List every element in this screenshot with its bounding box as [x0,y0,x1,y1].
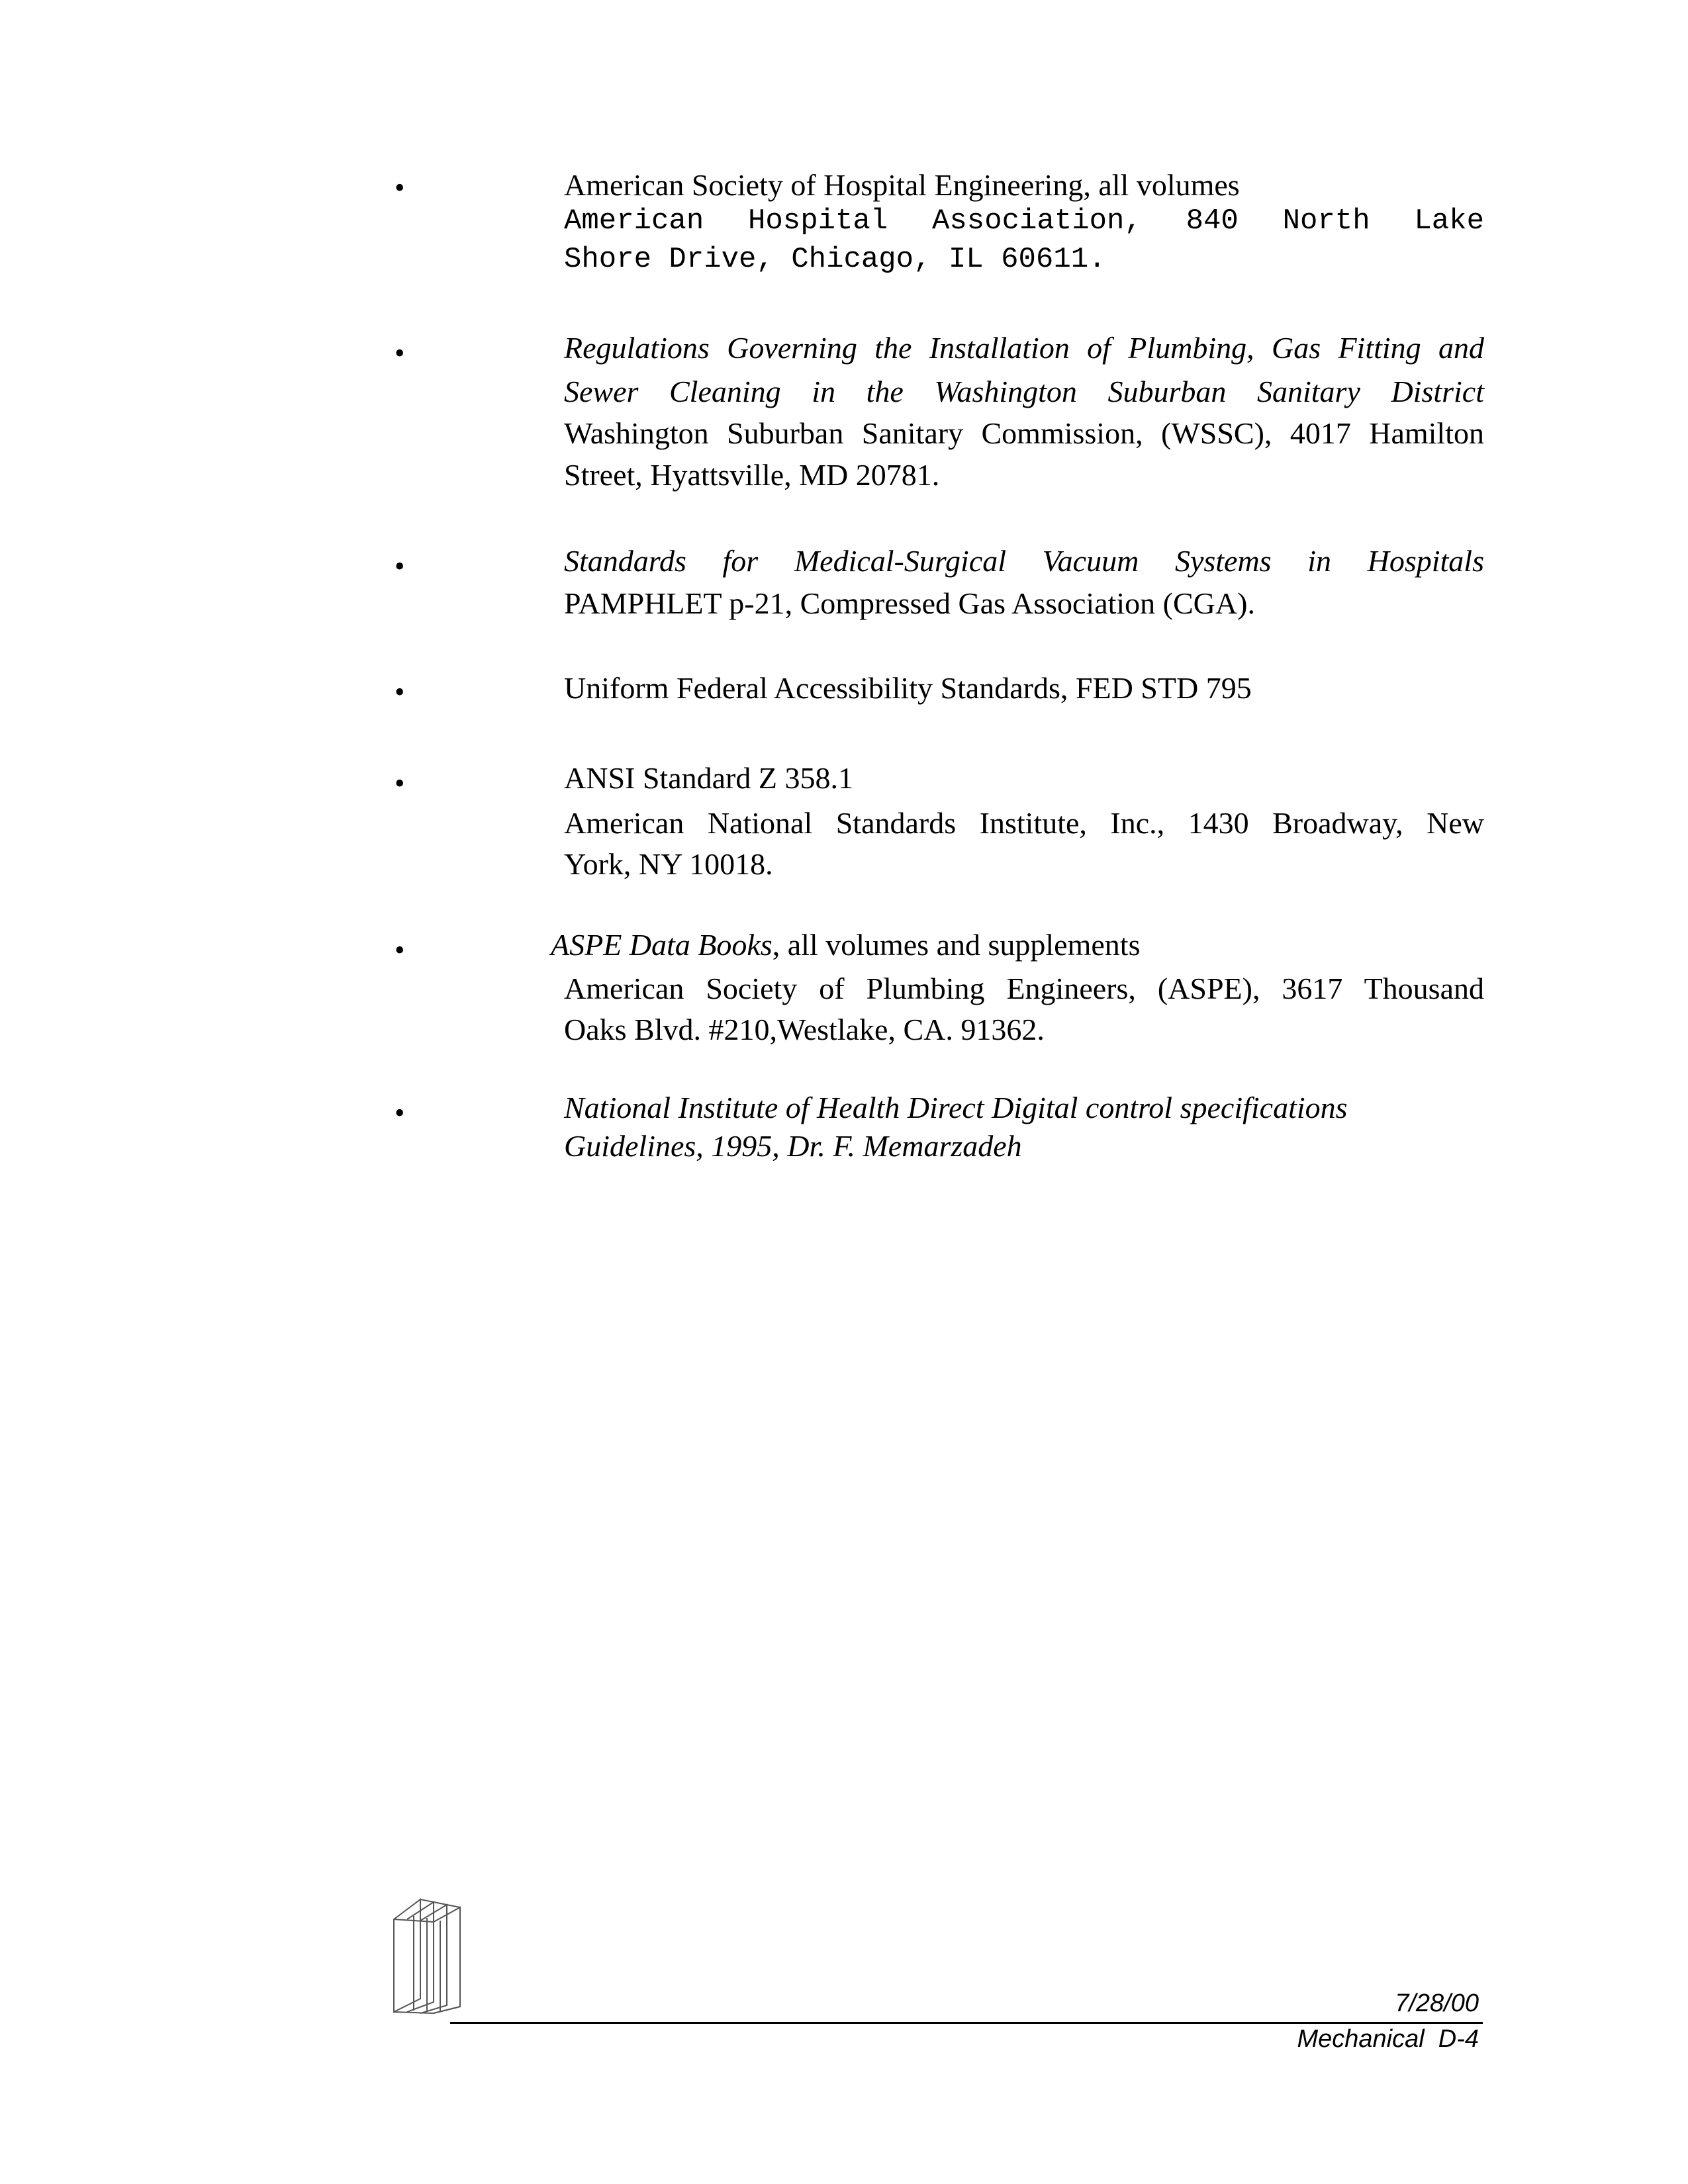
entry-2-title-line-2: Sewer Cleaning in the Washington Suburban Sanitary District [564,375,1484,408]
entry-4-title: Uniform Federal Accessibility Standards, FED STD 795 [564,671,1252,705]
entry-7-title-line-2: Guidelines, 1995, Dr. F. Memarzadeh [564,1129,1022,1163]
bullet: • [395,550,405,582]
bullet: • [395,934,405,966]
footer-date: 7/28/00 [1395,1989,1479,2017]
footer-page-label: Mechanical D-4 [1297,2025,1479,2053]
entry-2-line-3: Washington Suburban Sanitary Commission, (WSSC), 4017 Hamilton [564,416,1484,450]
entry-5-title: ANSI Standard Z 358.1 [564,761,853,795]
entry-6-line-3: Oaks Blvd. #210,Westlake, CA. 91362. [564,1013,1045,1046]
entry-2-title-line-1: Regulations Governing the Installation of Plumbing, Gas Fitting and [564,331,1484,365]
entry-6-title [551,927,1471,963]
entry-5-line-2: American National Standards Institute, Inc., 1430 Broadway, New [564,806,1484,840]
footer-rule [450,2022,1483,2024]
entry-7-title-line-1: National Institute of Health Direct Digital control specifications [564,1091,1348,1124]
bullet: • [395,767,405,799]
bullet: • [395,171,405,204]
bullet: • [395,676,405,708]
entry-5-line-3: York, NY 10018. [564,847,773,881]
bullet: • [395,337,405,369]
entry-1-title: American Society of Hospital Engineering, all volumes [564,168,1240,202]
bullet: • [395,1097,405,1129]
entry-1-line-3: Shore Drive, Chicago, IL 60611. [564,243,1106,276]
books-logo-icon [391,1893,496,2019]
entry-6-line-2: American Society of Plumbing Engineers, (ASPE), 3617 Thousand [564,972,1484,1005]
entry-3-title: Standards for Medical-Surgical Vacuum Systems in Hospitals [564,544,1484,578]
entry-1-line-2: American Hospital Association, 840 North Lake [564,205,1484,238]
entry-2-line-4: Street, Hyattsville, MD 20781. [564,458,940,492]
entry-6-title-italic: ASPE Data Books [551,928,773,962]
entry-6-title-rest: , all volumes and supplements [772,928,1141,962]
entry-3-line-2: PAMPHLET p-21, Compressed Gas Association (CGA). [564,586,1255,620]
